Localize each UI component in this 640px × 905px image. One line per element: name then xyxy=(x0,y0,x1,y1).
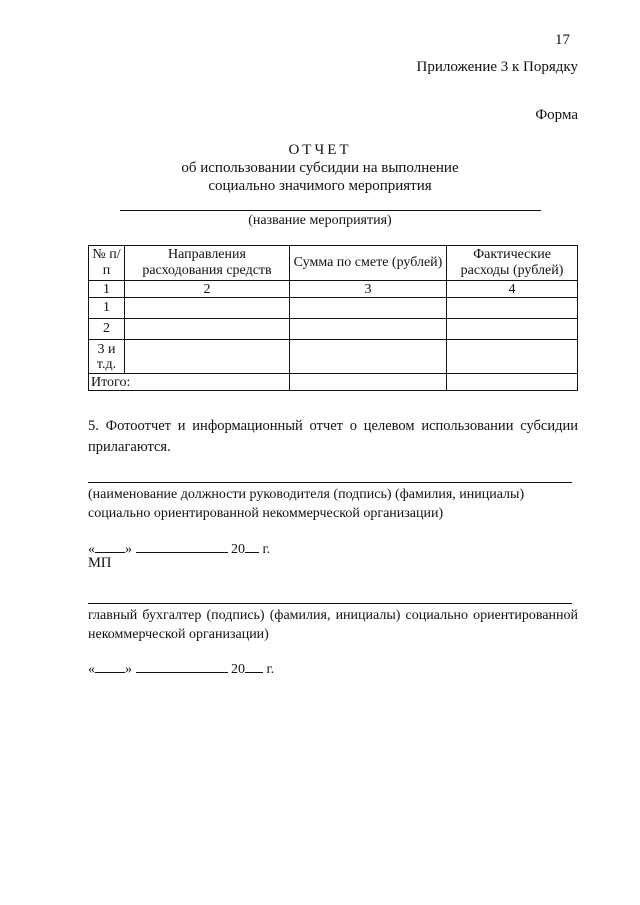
total-label: Итого: xyxy=(89,374,290,391)
date-line-manager xyxy=(88,540,270,558)
column-number: 2 xyxy=(125,281,290,298)
table-row xyxy=(89,298,578,319)
row-number: 1 xyxy=(89,298,125,319)
year-suffix: г. xyxy=(266,662,275,677)
header-estimate: Сумма по смете (рублей) xyxy=(290,246,447,281)
row-number: 2 xyxy=(89,319,125,340)
month-blank[interactable] xyxy=(136,540,228,553)
title-word: ОТЧЕТ xyxy=(288,142,352,158)
total-actual[interactable] xyxy=(447,374,578,391)
cell-direction[interactable] xyxy=(125,319,290,340)
paragraph-5: 5. Фотоотчет и информационный отчет о целевом использовании субсидии прилагаются. xyxy=(88,418,578,455)
cell-estimate[interactable] xyxy=(290,298,447,319)
form-label: Форма xyxy=(535,107,578,123)
header-number: № п/п xyxy=(89,246,125,281)
cell-estimate[interactable] xyxy=(290,340,447,374)
close-quote: » xyxy=(125,542,132,557)
title-line-2: социально значимого мероприятия xyxy=(208,178,432,194)
appendix-label: Приложение 3 к Порядку xyxy=(416,59,578,75)
day-blank[interactable] xyxy=(95,660,125,673)
year-suffix: г. xyxy=(262,542,271,557)
day-blank[interactable] xyxy=(95,540,125,553)
column-number: 4 xyxy=(447,281,578,298)
signature-caption-manager: (наименование должности руководителя (подпись) (фамилия, инициалы) социально ориентированной некоммерческой организации) xyxy=(88,487,525,521)
signature-line-manager xyxy=(88,482,572,483)
total-estimate[interactable] xyxy=(290,374,447,391)
table-header-row xyxy=(89,246,578,281)
signature-line-accountant xyxy=(88,603,572,604)
open-quote: « xyxy=(88,542,95,557)
header-actual: Фактические расходы (рублей) xyxy=(447,246,578,281)
title-line-1: об использовании субсидии на выполнение xyxy=(181,160,459,176)
year-prefix: 20 xyxy=(231,662,245,677)
close-quote: » xyxy=(125,662,132,677)
year-blank[interactable] xyxy=(245,540,259,553)
total-row xyxy=(89,374,578,391)
row-number: 3 и т.д. xyxy=(89,340,125,374)
page-number: 17 xyxy=(555,32,570,48)
cell-actual[interactable] xyxy=(447,340,578,374)
cell-actual[interactable] xyxy=(447,298,578,319)
signature-caption-accountant: главный бухгалтер (подпись) (фамилия, инициалы) социально ориентированной некоммерческой организации) xyxy=(88,608,578,642)
table-row xyxy=(89,340,578,374)
column-number: 3 xyxy=(290,281,447,298)
column-number: 1 xyxy=(89,281,125,298)
cell-estimate[interactable] xyxy=(290,319,447,340)
year-prefix: 20 xyxy=(231,542,245,557)
header-direction: Направления расходования средств xyxy=(125,246,290,281)
date-line-accountant xyxy=(88,660,274,678)
cell-direction[interactable] xyxy=(125,298,290,319)
stamp-label: МП xyxy=(88,555,112,571)
expenses-table xyxy=(88,245,578,391)
cell-direction[interactable] xyxy=(125,340,290,374)
month-blank[interactable] xyxy=(136,660,228,673)
event-name-caption: (название мероприятия) xyxy=(248,213,392,228)
year-blank[interactable] xyxy=(245,660,263,673)
cell-actual[interactable] xyxy=(447,319,578,340)
event-name-line xyxy=(120,210,541,211)
open-quote: « xyxy=(88,662,95,677)
column-numbers-row xyxy=(89,281,578,298)
table-row xyxy=(89,319,578,340)
report-title xyxy=(0,141,640,195)
